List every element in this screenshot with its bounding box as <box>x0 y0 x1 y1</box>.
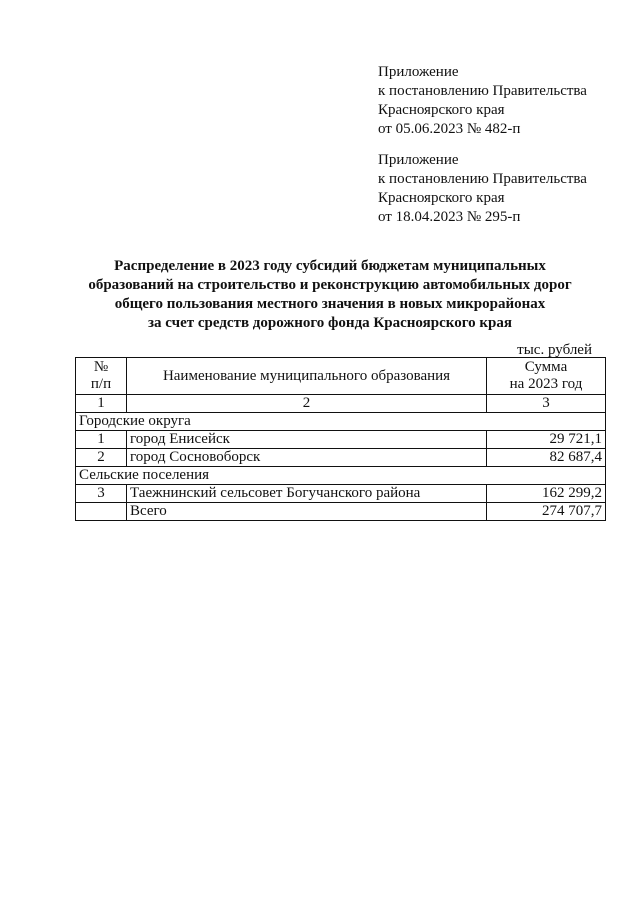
appendix-block-original <box>378 151 587 227</box>
appendix-date-number: от 05.06.2023 № 482-п <box>378 121 521 137</box>
header-sum-year: на 2023 год <box>509 376 583 392</box>
appendix-resolution-ref: к постановлению Правительства <box>378 171 587 187</box>
total-row <box>76 503 606 521</box>
row-number: 2 <box>76 449 127 467</box>
total-empty-cell <box>76 503 127 521</box>
table-row <box>76 431 606 449</box>
section-row-urban <box>76 413 606 431</box>
title-line-2: образований на строительство и реконструкцию автомобильных дорог <box>88 277 572 293</box>
document-title <box>60 257 600 333</box>
row-sum: 29 721,1 <box>487 431 606 449</box>
section-row-rural <box>76 467 606 485</box>
table-row <box>76 449 606 467</box>
total-label: Всего <box>127 503 487 521</box>
total-sum: 274 707,7 <box>487 503 606 521</box>
table-header-row <box>76 358 606 395</box>
section-label: Сельские поселения <box>76 467 606 485</box>
header-name: Наименование муниципального образования <box>127 358 487 395</box>
section-label: Городские округа <box>76 413 606 431</box>
row-sum: 82 687,4 <box>487 449 606 467</box>
appendix-region: Красноярского края <box>378 190 505 206</box>
row-number: 1 <box>76 431 127 449</box>
row-number: 3 <box>76 485 127 503</box>
header-number <box>76 358 127 395</box>
header-sum-label: Сумма <box>524 359 568 375</box>
row-name: город Сосновоборск <box>127 449 487 467</box>
header-sum <box>487 358 606 395</box>
row-sum: 162 299,2 <box>487 485 606 503</box>
appendix-heading: Приложение <box>378 152 459 168</box>
row-name: Таежнинский сельсовет Богучанского района <box>127 485 487 503</box>
appendix-region: Красноярского края <box>378 102 505 118</box>
header-number-symbol: № <box>93 359 109 375</box>
title-line-1: Распределение в 2023 году субсидий бюджетам муниципальных <box>114 258 546 274</box>
column-index-cell: 1 <box>76 395 127 413</box>
subsidy-table <box>75 357 606 521</box>
appendix-heading: Приложение <box>378 64 459 80</box>
appendix-resolution-ref: к постановлению Правительства <box>378 83 587 99</box>
column-index-cell: 3 <box>487 395 606 413</box>
table-row <box>76 485 606 503</box>
header-number-abbr: п/п <box>90 376 112 392</box>
row-name: город Енисейск <box>127 431 487 449</box>
column-index-row <box>76 395 606 413</box>
units-label: тыс. рублей <box>517 342 592 358</box>
title-line-4: за счет средств дорожного фонда Красноярского края <box>148 315 512 331</box>
column-index-cell: 2 <box>127 395 487 413</box>
title-line-3: общего пользования местного значения в новых микрорайонах <box>114 296 546 312</box>
appendix-date-number: от 18.04.2023 № 295-п <box>378 209 521 225</box>
appendix-block-current <box>378 63 587 139</box>
